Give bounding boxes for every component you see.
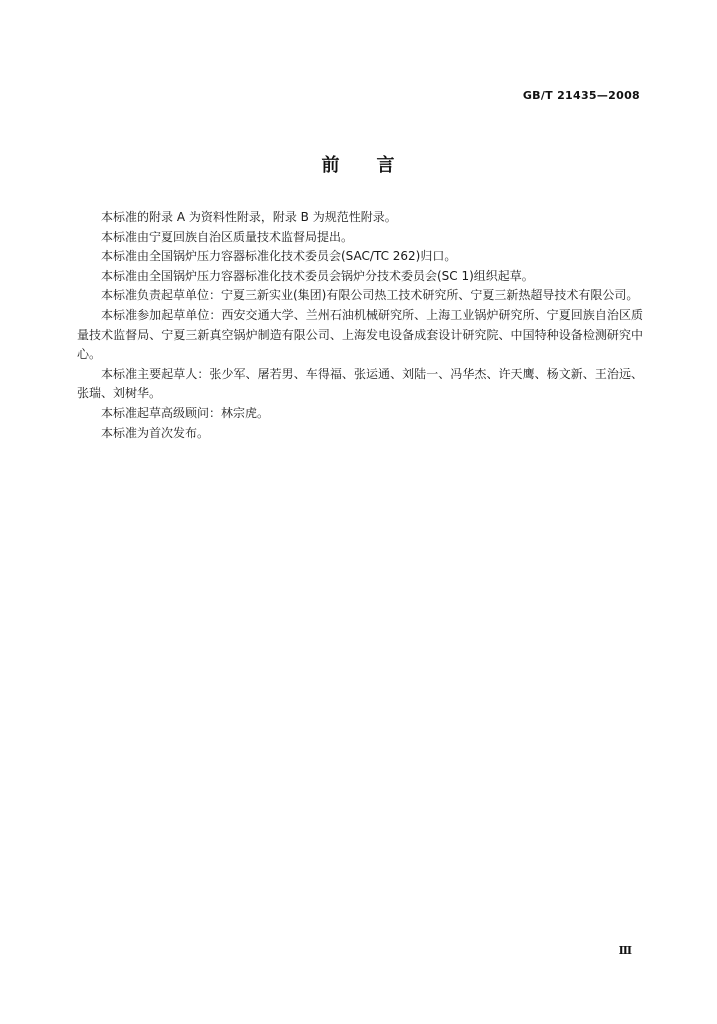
- paragraph-annex-note: 本标准的附录 A 为资料性附录，附录 B 为规范性附录。: [101, 210, 397, 224]
- page-number: Ⅲ: [618, 944, 632, 957]
- paragraph-proposed-by: 本标准由宁夏回族自治区质量技术监督局提出。: [101, 229, 354, 244]
- foreword-body: [77, 208, 643, 443]
- paragraph-responsible-drafters: 本标准负责起草单位：宁夏三新实业(集团)有限公司热工技术研究所、宁夏三新热超导技术有限公司。: [101, 288, 639, 303]
- paragraph-participating-drafters: 本标准参加起草单位：西安交通大学、兰州石油机械研究所、上海工业锅炉研究所、宁夏回族自治区质量技术监督局、宁夏三新真空锅炉制造有限公司、上海发电设备成套设计研究院、中国特种设备检测研究中心。: [77, 307, 643, 362]
- paragraph-technical-committee: 本标准由全国锅炉压力容器标准化技术委员会(SAC/TC 262)归口。: [101, 249, 457, 264]
- page-title: [0, 151, 717, 177]
- paragraph-senior-advisor: 本标准起草高级顾问：林宗虎。: [101, 405, 270, 420]
- title-part-2: 言: [376, 155, 396, 176]
- paragraph-drafting-organizer: 本标准由全国锅炉压力容器标准化技术委员会锅炉分技术委员会(SC 1)组织起草。: [101, 268, 534, 283]
- paragraph-main-drafters: 本标准主要起草人：张少军、屠若男、车得福、张运通、刘陆一、冯华杰、许天鹰、杨文新、王治远、张瑞、刘树华。: [77, 366, 643, 401]
- standard-code: GB/T 21435—2008: [522, 89, 640, 102]
- title-part-1: 前: [321, 155, 341, 176]
- paragraph-first-release: 本标准为首次发布。: [101, 425, 210, 440]
